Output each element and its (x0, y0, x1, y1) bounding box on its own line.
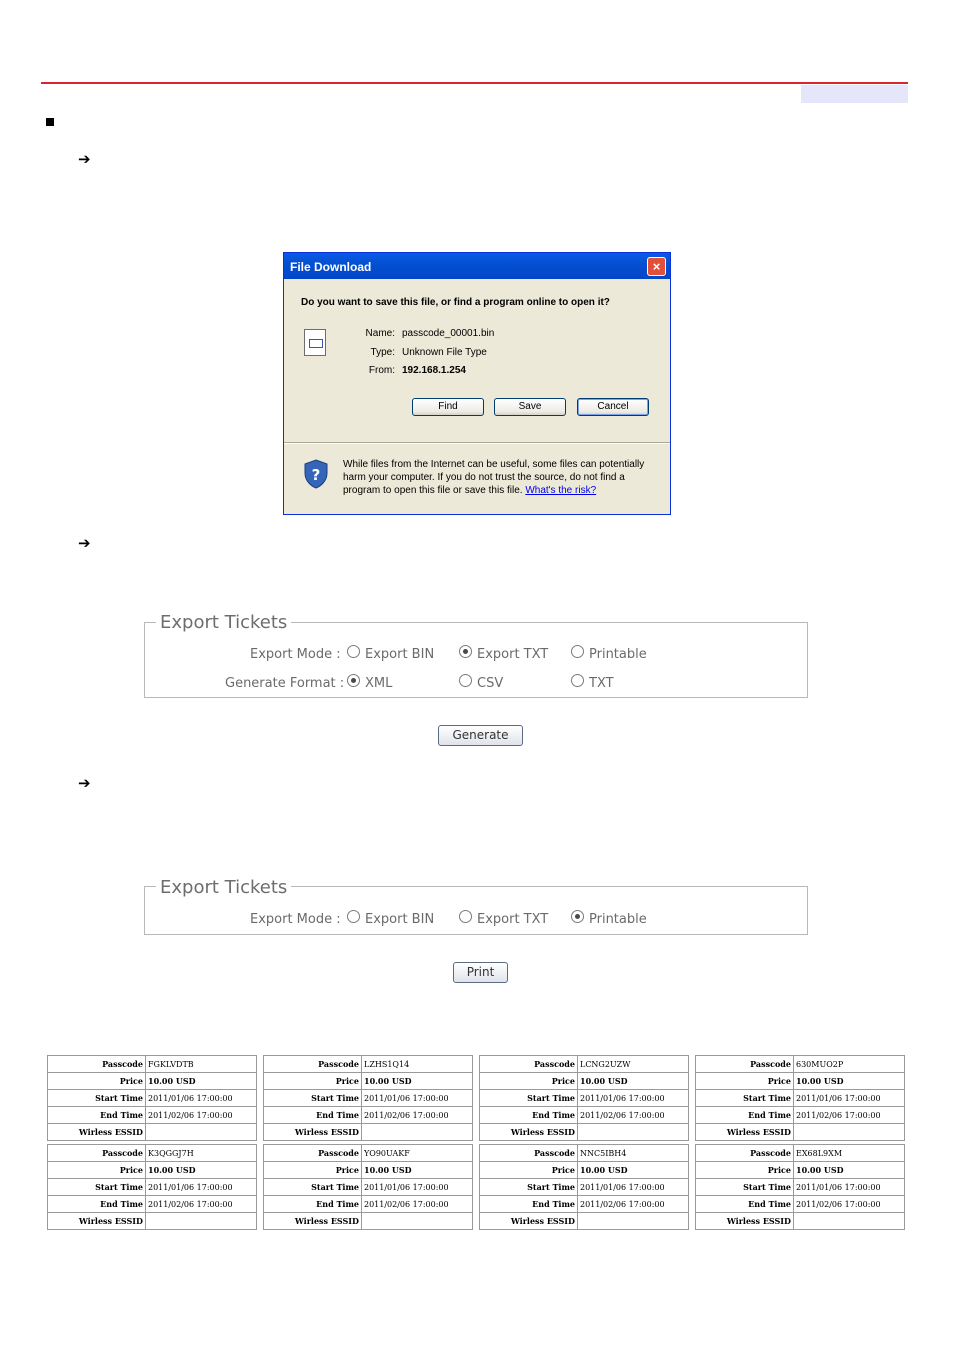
ticket-end-value: 2011/02/06 17:00:00 (146, 1107, 257, 1124)
ticket-row-end (480, 1107, 689, 1124)
warning-text: While files from the Internet can be useful, some files can potentially harm your computer. If you do not trust the source, do not find a program to open this file or save this file. (343, 459, 645, 496)
ticket-end-label: End Time (264, 1107, 362, 1124)
ticket-price-value: 10.00 USD (578, 1162, 689, 1179)
ticket-passcode-value: LZHS1Q14 (362, 1056, 473, 1073)
ticket-end-label: End Time (480, 1196, 578, 1213)
ticket-passcode-value: YO90UAKF (362, 1145, 473, 1162)
ticket-row-price (480, 1162, 689, 1179)
ticket-row-passcode (480, 1056, 689, 1073)
ticket-card (263, 1055, 473, 1141)
find-button[interactable]: Find (412, 398, 484, 416)
ticket-passcode-label: Passcode (696, 1056, 794, 1073)
ticket-end-value: 2011/02/06 17:00:00 (362, 1107, 473, 1124)
ticket-passcode-label: Passcode (48, 1145, 146, 1162)
ticket-row-end (264, 1196, 473, 1213)
ticket-row-passcode (264, 1056, 473, 1073)
header-tag-box (801, 85, 908, 103)
ticket-start-value: 2011/01/06 17:00:00 (578, 1179, 689, 1196)
ticket-end-value: 2011/02/06 17:00:00 (362, 1196, 473, 1213)
ticket-start-label: Start Time (480, 1179, 578, 1196)
shield-question-icon (303, 459, 329, 489)
ticket-row-essid (48, 1124, 257, 1141)
ticket-start-value: 2011/01/06 17:00:00 (362, 1179, 473, 1196)
ticket-end-value: 2011/02/06 17:00:00 (578, 1196, 689, 1213)
ticket-passcode-label: Passcode (480, 1056, 578, 1073)
name-label: Name: (365, 328, 395, 339)
ticket-end-value: 2011/02/06 17:00:00 (794, 1196, 905, 1213)
ticket-start-value: 2011/01/06 17:00:00 (362, 1090, 473, 1107)
ticket-row-start (696, 1090, 905, 1107)
ticket-row-essid (480, 1213, 689, 1230)
generate-format-label: Generate Format : (225, 676, 345, 691)
bullet-square (46, 118, 54, 126)
ticket-card (479, 1055, 689, 1141)
arrow-icon: ➔ (78, 534, 91, 552)
ticket-essid-label: Wirless ESSID (264, 1124, 362, 1141)
csv-label: CSV (477, 676, 504, 691)
ticket-row-price (480, 1073, 689, 1090)
security-warning (343, 458, 663, 497)
ticket-passcode-value: NNC5IBH4 (578, 1145, 689, 1162)
export-bin-label: Export BIN (365, 912, 435, 927)
ticket-price-label: Price (48, 1162, 146, 1179)
ticket-essid-value (146, 1124, 257, 1141)
ticket-price-label: Price (48, 1073, 146, 1090)
ticket-end-value: 2011/02/06 17:00:00 (146, 1196, 257, 1213)
printable-label: Printable (589, 912, 647, 927)
ticket-end-value: 2011/02/06 17:00:00 (578, 1107, 689, 1124)
printable-label: Printable (589, 647, 647, 662)
ticket-price-label: Price (264, 1073, 362, 1090)
xml-label: XML (365, 676, 393, 691)
ticket-row-end (480, 1196, 689, 1213)
radio-export-bin[interactable] (347, 645, 360, 658)
close-icon[interactable]: × (647, 257, 666, 276)
ticket-row-start (264, 1090, 473, 1107)
ticket-start-label: Start Time (264, 1090, 362, 1107)
ticket-row-essid (264, 1124, 473, 1141)
export-txt-label: Export TXT (477, 647, 549, 662)
ticket-card (47, 1055, 257, 1141)
ticket-essid-value (146, 1213, 257, 1230)
header-rule (41, 82, 908, 84)
radio-export-bin[interactable] (347, 910, 360, 923)
ticket-start-label: Start Time (696, 1179, 794, 1196)
ticket-essid-label: Wirless ESSID (696, 1213, 794, 1230)
ticket-price-value: 10.00 USD (794, 1073, 905, 1090)
txt-label: TXT (589, 676, 614, 691)
ticket-passcode-label: Passcode (696, 1145, 794, 1162)
ticket-price-value: 10.00 USD (146, 1073, 257, 1090)
radio-printable[interactable] (571, 645, 584, 658)
ticket-price-value: 10.00 USD (794, 1162, 905, 1179)
radio-xml[interactable] (347, 674, 360, 687)
export-mode-label: Export Mode : (250, 912, 341, 927)
ticket-row-essid (480, 1124, 689, 1141)
dialog-question: Do you want to save this file, or find a program online to open it? (301, 297, 610, 308)
risk-link[interactable]: What's the risk? (525, 485, 597, 496)
file-download-dialog (283, 252, 671, 515)
ticket-price-value: 10.00 USD (578, 1073, 689, 1090)
ticket-price-label: Price (696, 1073, 794, 1090)
ticket-passcode-label: Passcode (264, 1145, 362, 1162)
ticket-start-value: 2011/01/06 17:00:00 (146, 1090, 257, 1107)
radio-printable[interactable] (571, 910, 584, 923)
arrow-icon: ➔ (78, 150, 91, 168)
ticket-passcode-value: K3QGGJ7H (146, 1145, 257, 1162)
print-button[interactable]: Print (453, 962, 508, 983)
ticket-price-label: Price (696, 1162, 794, 1179)
panel-legend: Export Tickets (156, 612, 291, 633)
ticket-essid-value (578, 1124, 689, 1141)
dialog-titlebar (284, 253, 670, 279)
ticket-start-value: 2011/01/06 17:00:00 (146, 1179, 257, 1196)
ticket-essid-value (362, 1213, 473, 1230)
ticket-row-passcode (696, 1056, 905, 1073)
ticket-start-label: Start Time (48, 1179, 146, 1196)
ticket-price-label: Price (480, 1162, 578, 1179)
ticket-row-start (48, 1179, 257, 1196)
ticket-passcode-label: Passcode (480, 1145, 578, 1162)
ticket-price-value: 10.00 USD (362, 1073, 473, 1090)
ticket-end-label: End Time (48, 1107, 146, 1124)
ticket-card (479, 1144, 689, 1230)
cancel-button[interactable]: Cancel (577, 398, 649, 416)
radio-export-txt[interactable] (459, 645, 472, 658)
ticket-passcode-value: EX68L9XM (794, 1145, 905, 1162)
ticket-row-start (696, 1179, 905, 1196)
file-name: passcode_00001.bin (402, 328, 495, 339)
ticket-essid-label: Wirless ESSID (48, 1124, 146, 1141)
export-bin-label: Export BIN (365, 647, 435, 662)
type-label: Type: (370, 347, 395, 358)
ticket-row-end (696, 1196, 905, 1213)
ticket-passcode-label: Passcode (48, 1056, 146, 1073)
ticket-essid-value (794, 1213, 905, 1230)
from-label: From: (368, 365, 395, 376)
svg-text:?: ? (311, 466, 321, 484)
ticket-row-essid (264, 1213, 473, 1230)
ticket-price-value: 10.00 USD (146, 1162, 257, 1179)
dialog-separator (284, 442, 670, 444)
ticket-card (47, 1144, 257, 1230)
ticket-passcode-value: FGKLVDTB (146, 1056, 257, 1073)
ticket-price-label: Price (264, 1162, 362, 1179)
file-type: Unknown File Type (402, 347, 487, 358)
ticket-row-price (48, 1162, 257, 1179)
ticket-row-price (696, 1162, 905, 1179)
ticket-row-start (480, 1090, 689, 1107)
ticket-end-label: End Time (696, 1107, 794, 1124)
ticket-row-end (264, 1107, 473, 1124)
ticket-start-label: Start Time (48, 1090, 146, 1107)
radio-txt[interactable] (571, 674, 584, 687)
ticket-start-label: Start Time (264, 1179, 362, 1196)
ticket-row-passcode (480, 1145, 689, 1162)
ticket-start-value: 2011/01/06 17:00:00 (794, 1090, 905, 1107)
ticket-end-value: 2011/02/06 17:00:00 (794, 1107, 905, 1124)
ticket-essid-label: Wirless ESSID (264, 1213, 362, 1230)
dialog-title: File Download (290, 260, 372, 274)
ticket-price-label: Price (480, 1073, 578, 1090)
ticket-start-label: Start Time (480, 1090, 578, 1107)
ticket-row-passcode (696, 1145, 905, 1162)
save-button[interactable]: Save (494, 398, 566, 416)
ticket-price-value: 10.00 USD (362, 1162, 473, 1179)
ticket-row-passcode (48, 1145, 257, 1162)
ticket-end-label: End Time (480, 1107, 578, 1124)
ticket-end-label: End Time (696, 1196, 794, 1213)
radio-export-txt[interactable] (459, 910, 472, 923)
ticket-end-label: End Time (264, 1196, 362, 1213)
ticket-card (695, 1144, 905, 1230)
ticket-row-essid (696, 1124, 905, 1141)
ticket-row-start (480, 1179, 689, 1196)
ticket-essid-label: Wirless ESSID (480, 1213, 578, 1230)
ticket-row-passcode (48, 1056, 257, 1073)
ticket-row-passcode (264, 1145, 473, 1162)
radio-csv[interactable] (459, 674, 472, 687)
ticket-essid-value (362, 1124, 473, 1141)
ticket-start-value: 2011/01/06 17:00:00 (794, 1179, 905, 1196)
ticket-row-end (696, 1107, 905, 1124)
ticket-row-start (264, 1179, 473, 1196)
ticket-row-price (696, 1073, 905, 1090)
ticket-row-end (48, 1196, 257, 1213)
ticket-essid-value (578, 1213, 689, 1230)
ticket-card (695, 1055, 905, 1141)
export-txt-label: Export TXT (477, 912, 549, 927)
export-mode-label: Export Mode : (250, 647, 341, 662)
ticket-card (263, 1144, 473, 1230)
ticket-essid-label: Wirless ESSID (696, 1124, 794, 1141)
ticket-essid-value (794, 1124, 905, 1141)
panel-legend: Export Tickets (156, 877, 291, 898)
ticket-row-essid (696, 1213, 905, 1230)
file-icon (304, 329, 326, 356)
ticket-row-essid (48, 1213, 257, 1230)
ticket-essid-label: Wirless ESSID (48, 1213, 146, 1230)
ticket-passcode-label: Passcode (264, 1056, 362, 1073)
ticket-start-value: 2011/01/06 17:00:00 (578, 1090, 689, 1107)
generate-button[interactable]: Generate (438, 725, 523, 746)
ticket-end-label: End Time (48, 1196, 146, 1213)
ticket-row-price (48, 1073, 257, 1090)
ticket-row-end (48, 1107, 257, 1124)
ticket-row-price (264, 1162, 473, 1179)
ticket-essid-label: Wirless ESSID (480, 1124, 578, 1141)
file-source: 192.168.1.254 (402, 365, 466, 376)
ticket-start-label: Start Time (696, 1090, 794, 1107)
arrow-icon: ➔ (78, 774, 91, 792)
ticket-passcode-value: LCNG2UZW (578, 1056, 689, 1073)
ticket-passcode-value: 630MUO2P (794, 1056, 905, 1073)
ticket-row-price (264, 1073, 473, 1090)
ticket-row-start (48, 1090, 257, 1107)
